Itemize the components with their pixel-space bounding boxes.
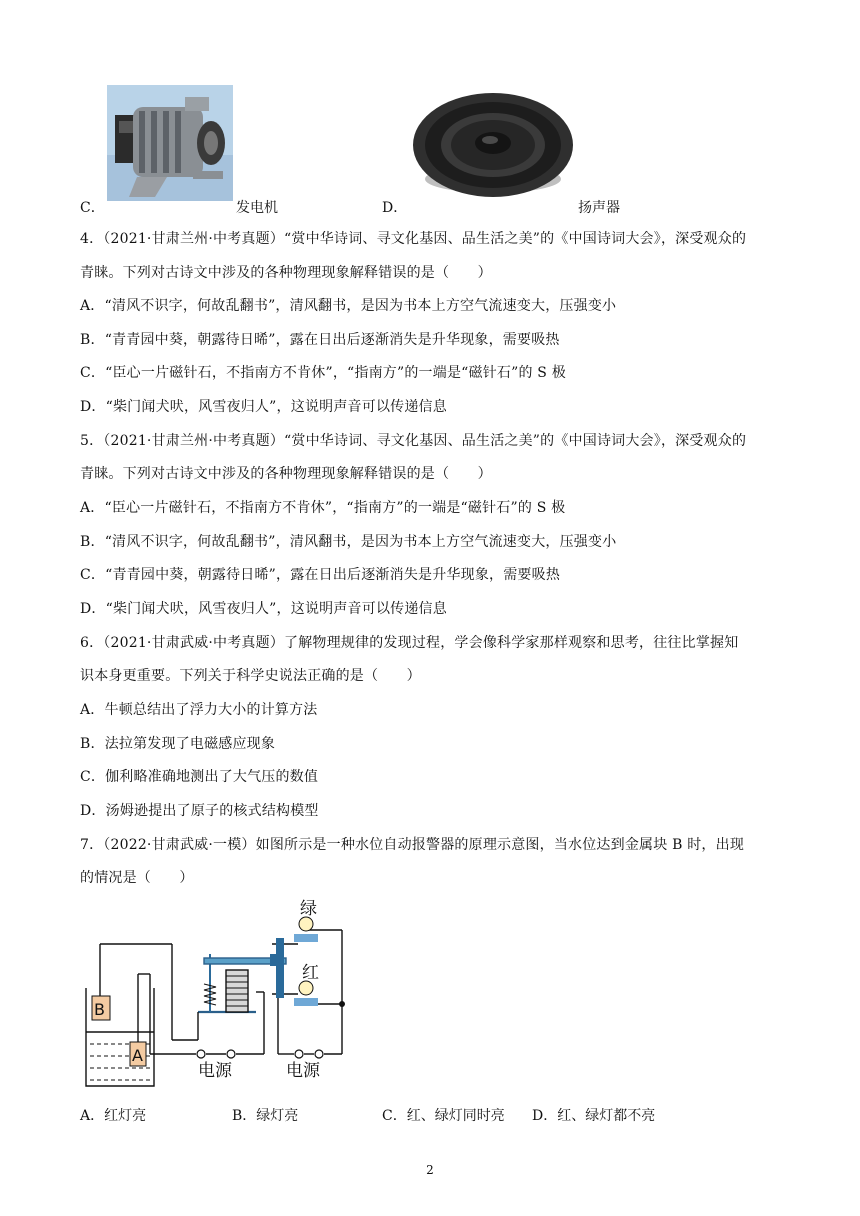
q4-option-d: D．“柴门闻犬吠，风雪夜归人”，这说明声音可以传递信息 xyxy=(80,399,447,415)
q4-stem-line1: 4．（2021·甘肃兰州·中考真题）“赏中华诗词、寻文化基因、品生活之美”的《中国诗词大会》，深受观众的 xyxy=(80,231,747,247)
block-b-label: B xyxy=(94,1000,105,1019)
q6-option-d: D．汤姆逊提出了原子的核式结构模型 xyxy=(80,803,319,819)
q4-option-c: C．“臣心一片磁针石，不指南方不肯休”，“指南方”的一端是“磁针石”的 S 极 xyxy=(80,365,566,381)
option-c-letter: C． xyxy=(80,200,105,216)
q5-option-a: A．“臣心一片磁针石，不指南方不肯休”，“指南方”的一端是“磁针石”的 S 极 xyxy=(80,500,566,516)
q6-stem-line2: 识本身更重要。下列关于科学史说法正确的是（ ） xyxy=(80,668,421,684)
q7-stem-line1: 7．（2022·甘肃武威·一模）如图所示是一种水位自动报警器的原理示意图，当水位达到金属块 B 时，出现 xyxy=(80,837,745,853)
power-source-2-label: 电源 xyxy=(286,1061,320,1081)
q7-option-c: C．红、绿灯同时亮 xyxy=(382,1108,505,1124)
q7-option-a: A．红灯亮 xyxy=(80,1108,147,1124)
option-c-label: 发电机 xyxy=(236,200,278,216)
generator-image xyxy=(107,85,233,201)
q5-option-c: C．“青青园中葵，朝露待日晞”，露在日出后逐渐消失是升华现象，需要吸热 xyxy=(80,567,561,583)
option-d-label: 扬声器 xyxy=(578,200,620,216)
q6-option-c: C．伽利略准确地测出了大气压的数值 xyxy=(80,769,319,785)
speaker-image xyxy=(410,83,576,199)
q5-option-d: D．“柴门闻犬吠，风雪夜归人”，这说明声音可以传递信息 xyxy=(80,601,447,617)
q7-option-d: D．红、绿灯都不亮 xyxy=(532,1108,656,1124)
q6-option-a: A．牛顿总结出了浮力大小的计算方法 xyxy=(80,702,318,718)
q5-option-b: B．“清风不识字，何故乱翻书”，清风翻书，是因为书本上方空气流速变大，压强变小 xyxy=(80,534,617,550)
q6-option-b: B．法拉第发现了电磁感应现象 xyxy=(80,736,276,752)
green-lamp-label: 绿 xyxy=(300,899,317,919)
q5-stem-line1: 5．（2021·甘肃兰州·中考真题）“赏中华诗词、寻文化基因、品生活之美”的《中国诗词大会》，深受观众的 xyxy=(80,433,747,449)
option-d-letter: D． xyxy=(382,200,408,216)
q5-stem-line2: 青睐。下列对古诗文中涉及的各种物理现象解释错误的是（ ） xyxy=(80,466,492,482)
q4-stem-line2: 青睐。下列对古诗文中涉及的各种物理现象解释错误的是（ ） xyxy=(80,265,492,281)
block-a-label: A xyxy=(132,1046,143,1065)
q7-option-b: B．绿灯亮 xyxy=(232,1108,299,1124)
q7-stem-line2: 的情况是（ ） xyxy=(80,870,194,886)
q4-option-a: A．“清风不识字，何故乱翻书”，清风翻书，是因为书本上方空气流速变大，压强变小 xyxy=(80,298,617,314)
water-alarm-diagram xyxy=(80,892,370,1092)
q6-stem-line1: 6．（2021·甘肃武威·中考真题）了解物理规律的发现过程，学会像科学家那样观察和思考，往往比掌握知 xyxy=(80,635,739,651)
power-source-1-label: 电源 xyxy=(198,1061,232,1081)
page-number: 2 xyxy=(426,1163,434,1177)
q4-option-b: B．“青青园中葵，朝露待日晞”，露在日出后逐渐消失是升华现象，需要吸热 xyxy=(80,332,560,348)
red-lamp-label: 红 xyxy=(302,963,319,983)
